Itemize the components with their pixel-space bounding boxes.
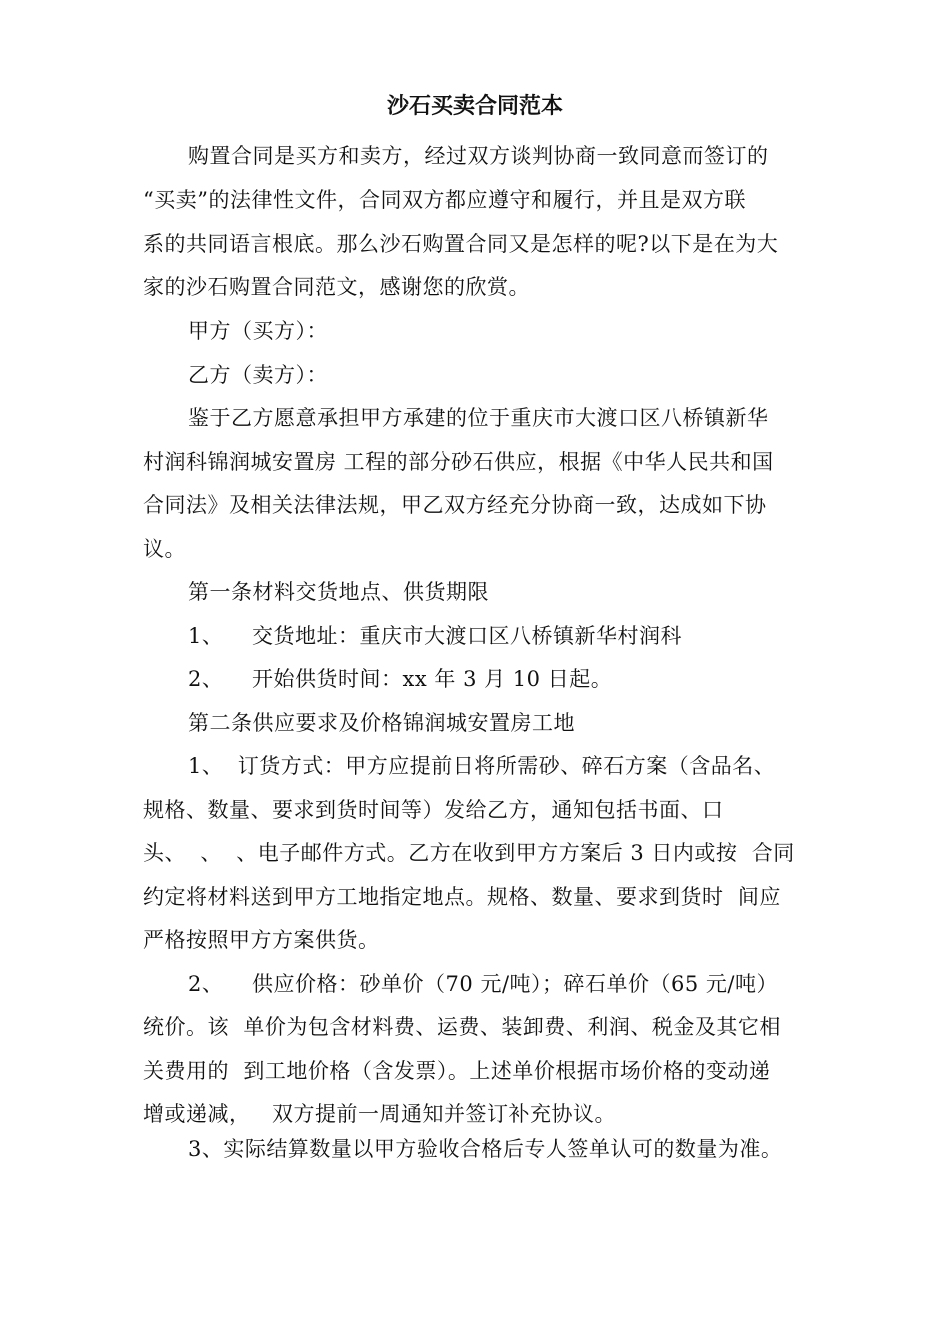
section-heading: 第二条供应要求及价格锦润城安置房工地 (188, 711, 575, 735)
paragraph-line: 头、 、 、电子邮件方式。乙方在收到甲方方案后 3 日内或按 合同 (143, 841, 795, 865)
list-item: 1、 订货方式：甲方应提前日将所需砂、碎石方案（含品名、 (188, 754, 776, 778)
list-item: 3、实际结算数量以甲方验收合格后专人签单认可的数量为准。 (188, 1137, 783, 1161)
paragraph-line: 购置合同是买方和卖方，经过双方谈判协商一致同意而签订的 (188, 144, 769, 168)
paragraph-line: 规格、数量、要求到货时间等）发给乙方，通知包括书面、口 (143, 798, 724, 822)
paragraph-line: 家的沙石购置合同范文，感谢您的欣赏。 (143, 275, 530, 299)
list-item: 2、 开始供货时间：xx 年 3 月 10 日起。 (188, 667, 613, 691)
party-a-line: 甲方（买方）： (188, 319, 328, 343)
paragraph-line: 统价。该 单价为包含材料费、运费、装卸费、利润、税金及其它相 (143, 1015, 781, 1039)
party-b-line: 乙方（卖方）： (188, 363, 328, 387)
paragraph-line: 约定将材料送到甲方工地指定地点。规格、数量、要求到货时 间应 (143, 885, 781, 909)
paragraph-line: 议。 (143, 537, 186, 561)
paragraph-line: 严格按照甲方方案供货。 (143, 928, 380, 952)
document-title: 沙石买卖合同范本 (386, 94, 563, 119)
paragraph-line: 村润科锦润城安置房 工程的部分砂石供应，根据《中华人民共和国 (143, 450, 774, 474)
paragraph-line: 合同法》及相关法律法规，甲乙双方经充分协商一致，达成如下协 (143, 493, 767, 517)
section-heading: 第一条材料交货地点、供货期限 (188, 580, 489, 604)
paragraph-line: “买卖”的法律性文件，合同双方都应遵守和履行，并且是双方联 (143, 188, 746, 212)
paragraph-line: 增或递减， 双方提前一周通知并签订补充协议。 (143, 1102, 617, 1126)
paragraph-line: 系的共同语言根底。那么沙石购置合同又是怎样的呢?以下是在为大 (143, 232, 779, 256)
paragraph-line: 鉴于乙方愿意承担甲方承建的位于重庆市大渡口区八桥镇新华 (188, 406, 769, 430)
list-item: 1、 交货地址：重庆市大渡口区八桥镇新华村润科 (188, 624, 683, 648)
paragraph-line: 关费用的 到工地价格（含发票）。上述单价根据市场价格的变动递 (143, 1059, 771, 1083)
list-item: 2、 供应价格：砂单价（70 元/吨）；碎石单价（65 元/吨） (188, 972, 779, 996)
